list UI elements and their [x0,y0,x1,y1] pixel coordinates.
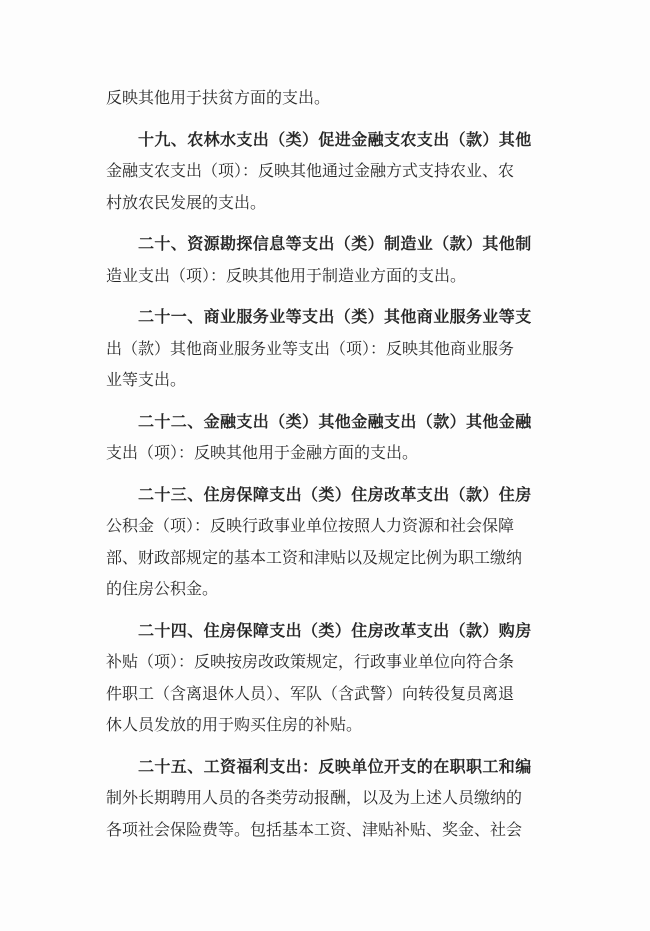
text-line: 造业支出（项）：反映其他用于制造业方面的支出。 [106,265,467,285]
section-heading-22: 二十二、金融支出（类）其他金融支出（款）其他金融 [138,411,532,431]
text-line: 部、财政部规定的基本工资和津贴以及规定比例为职工缴纳 [106,547,523,567]
text-line: 制外长期聘用人员的各类劳动报酬，以及为上述人员缴纳的 [106,788,523,807]
section-heading-19: 十九、农林水支出（类）促进金融支农支出（款）其他 [138,129,532,149]
text-line: 补贴（项）：反映按房改政策规定，行政事业单位向符合条 [106,652,515,671]
section-heading-24: 二十四、住房保障支出（类）住房改革支出（款）购房 [138,620,532,640]
document-body [106,82,566,845]
text-line: 件职工（含离退休人员）、军队（含武警）向转役复员离退 [106,683,515,703]
section-heading-21: 二十一、商业服务业等支出（类）其他商业服务业等支 [138,307,532,326]
text-line: 支出（项）：反映其他用于金融方面的支出。 [106,443,419,462]
section-heading-23: 二十三、住房保障支出（类）住房改革支出（款）住房 [138,484,532,504]
text-line: 的住房公积金。 [106,579,219,598]
text-line: 村放农民发展的支出。 [106,192,267,212]
text-line: 休人员发放的用于购买住房的补贴。 [106,715,363,734]
text-line: 反映其他用于扶贫方面的支出。 [106,88,331,107]
section-heading-20: 二十、资源勘探信息等支出（类）制造业（款）其他制 [138,234,532,253]
text-line: 业等支出。 [106,370,187,389]
section-heading-25: 二十五、工资福利支出：反映单位开支的在职职工和编 [138,756,532,776]
text-line: 公积金（项）：反映行政事业单位按照人力资源和社会保障 [106,516,515,535]
text-line: 出（款）其他商业服务业等支出（项）：反映其他商业服务 [106,338,515,358]
text-line: 各项社会保险费等。包括基本工资、津贴补贴、奖金、社会 [106,819,523,839]
text-line: 金融支农支出（项）：反映其他通过金融方式支持农业、农 [106,161,515,180]
